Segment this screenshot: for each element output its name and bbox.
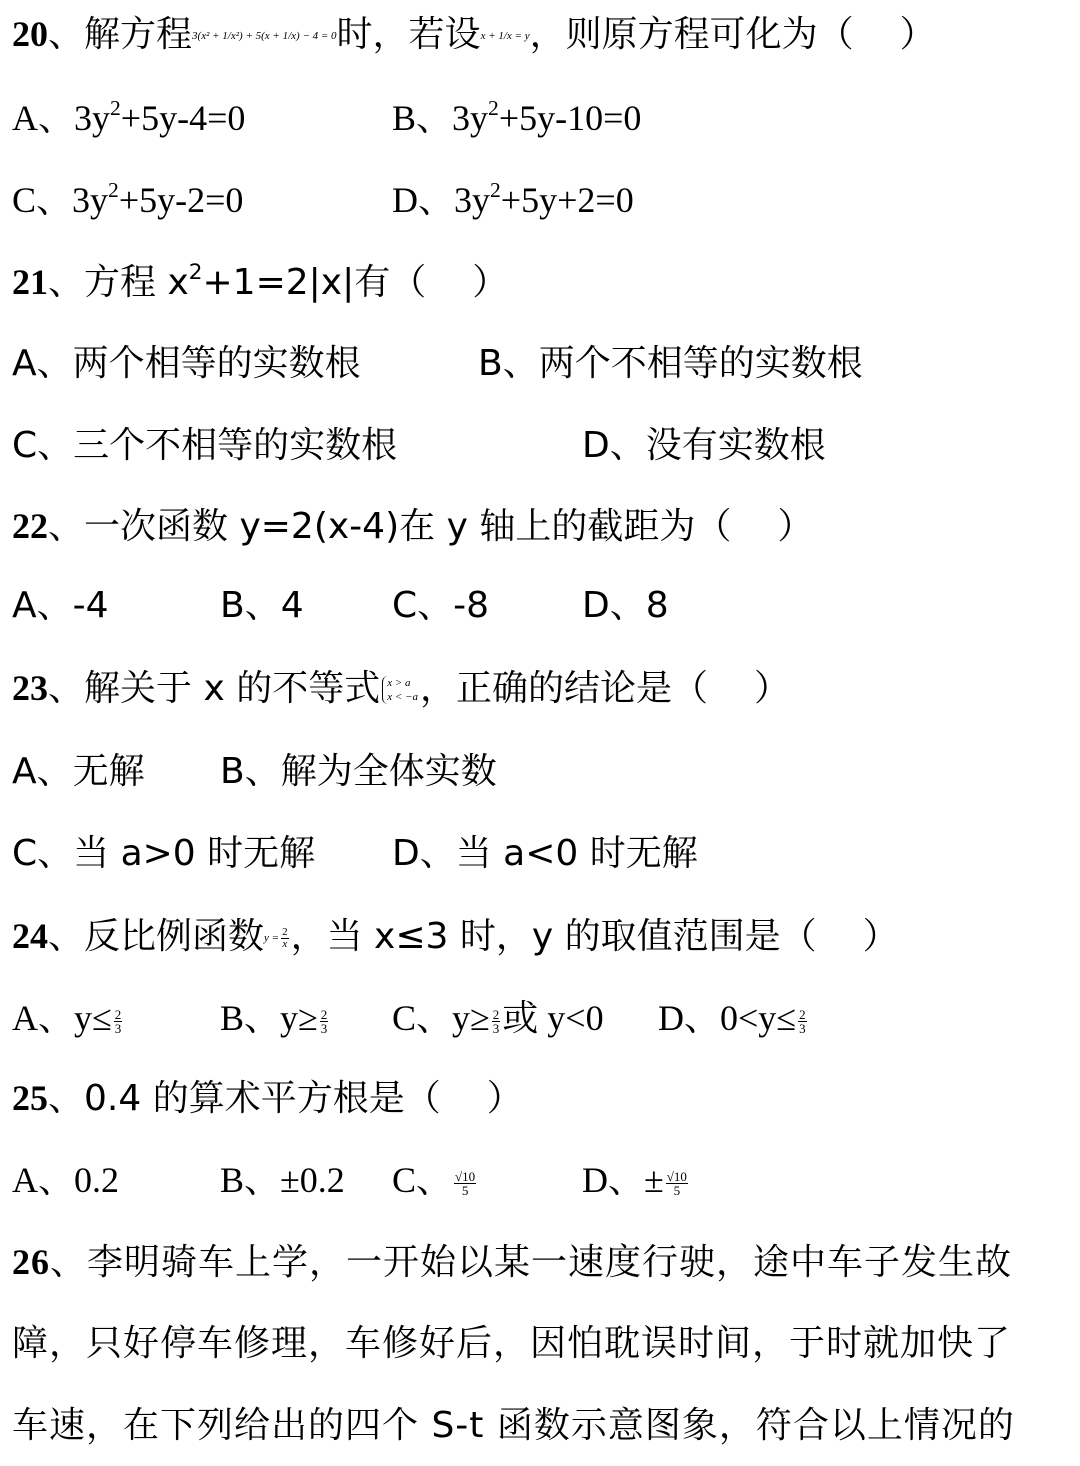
- option-text: 三个不相等的实数根: [73, 425, 398, 466]
- option-label: D、: [392, 833, 456, 874]
- option-b: [220, 996, 330, 1040]
- option-text: 两个不相等的实数根: [538, 343, 863, 384]
- fraction: [320, 1008, 329, 1035]
- option-text: ±0.2: [280, 1160, 345, 1200]
- question-number: 26: [12, 1242, 50, 1282]
- option-label: B、: [392, 98, 453, 138]
- fraction: [798, 1008, 807, 1035]
- option-label: C、: [12, 180, 73, 220]
- option-text: 两个相等的实数根: [72, 343, 361, 384]
- option-c: [392, 1158, 478, 1202]
- option-label: C、: [392, 585, 454, 626]
- option-text: 3y: [454, 180, 490, 220]
- denominator: x: [282, 937, 288, 950]
- option-text: ±: [644, 1160, 664, 1200]
- option-text: +5y-2=0: [118, 180, 244, 220]
- question-text-line: 车速，在下列给出的四个 S-t 函数示意图象，符合以上情况的: [12, 1405, 1015, 1446]
- numerator: 2: [282, 925, 288, 938]
- question-25: [12, 1076, 523, 1120]
- question-23: [12, 666, 790, 710]
- option-text: y≥: [452, 998, 490, 1038]
- fraction: [666, 1170, 688, 1197]
- question-text: +1=2|x|有（: [202, 262, 427, 303]
- option-a: [12, 584, 109, 628]
- option-label: C、: [12, 425, 74, 466]
- option-label: B、: [478, 343, 539, 384]
- fraction: [114, 1008, 123, 1035]
- option-text: 或 y<0: [502, 998, 604, 1038]
- close-paren: ）: [862, 916, 899, 957]
- option-b: [220, 750, 497, 794]
- option-d: [582, 424, 826, 468]
- option-label: A、: [12, 751, 73, 792]
- option-c: [12, 178, 243, 222]
- numerator: √10: [666, 1169, 687, 1185]
- question-text: 一次函数 y=2(x-4)在 y 轴上的截距为（: [84, 506, 732, 547]
- option-text: 无解: [72, 751, 145, 792]
- option-b: [220, 1158, 345, 1202]
- option-label: A、: [12, 998, 74, 1038]
- question-text: ，当 x≤3 时，y 的取值范围是（: [290, 916, 817, 957]
- option-text: 当 a<0 时无解: [455, 833, 698, 874]
- denominator: 3: [320, 1021, 328, 1037]
- option-label: C、: [12, 833, 74, 874]
- option-text: 4: [280, 585, 304, 626]
- option-c: [12, 424, 397, 468]
- fraction: [454, 1170, 476, 1197]
- question-26-continued: [12, 1322, 1011, 1366]
- option-text: 3y: [452, 98, 489, 138]
- denominator: 5: [461, 1183, 469, 1199]
- superscript: 2: [488, 95, 499, 120]
- option-c: [392, 996, 604, 1040]
- option-text: 当 a>0 时无解: [73, 833, 316, 874]
- option-label: C、: [392, 1160, 453, 1200]
- question-number: 21: [12, 262, 48, 302]
- option-d: [582, 1158, 690, 1202]
- option-c: [392, 584, 489, 628]
- numerator: 2: [492, 1007, 500, 1023]
- option-text: 解为全体实数: [280, 751, 497, 792]
- option-d: [392, 832, 698, 876]
- option-label: C、: [392, 998, 453, 1038]
- question-text: 反比例函数: [84, 916, 265, 957]
- option-a: [12, 996, 124, 1040]
- close-paren: ）: [777, 506, 814, 547]
- inequality: x > a: [387, 677, 411, 689]
- option-label: A、: [12, 98, 74, 138]
- equation-image: 3(x² + 1/x²) + 5(x + 1/x) − 4 = 0: [192, 30, 337, 42]
- close-paren: ）: [486, 1078, 523, 1119]
- question-number: 20: [12, 14, 48, 54]
- separator: 、: [48, 14, 85, 55]
- option-b: [478, 342, 863, 386]
- option-text: +5y+2=0: [500, 180, 634, 220]
- question-number: 23: [12, 668, 48, 708]
- option-d: [392, 178, 634, 222]
- question-21: [12, 260, 508, 304]
- option-a: [12, 96, 245, 140]
- option-a: [12, 750, 145, 794]
- question-text: 时，若设: [336, 14, 481, 55]
- option-text: 没有实数根: [645, 425, 826, 466]
- option-d: [658, 996, 809, 1040]
- option-label: B、: [220, 751, 281, 792]
- fraction: [492, 1008, 501, 1035]
- question-text: 解关于 x 的不等式: [84, 668, 381, 709]
- question-text-line: 李明骑车上学，一开始以某一速度行驶，途中车子发生故: [87, 1242, 1013, 1283]
- option-c: [12, 832, 315, 876]
- option-text: -8: [453, 585, 490, 626]
- option-label: D、: [392, 180, 454, 220]
- option-text: +5y-4=0: [120, 98, 246, 138]
- option-text: 0.2: [74, 1160, 119, 1200]
- option-text: -4: [72, 585, 109, 626]
- fraction: [281, 927, 289, 950]
- option-label: D、: [582, 425, 646, 466]
- inequality: x < −a: [387, 691, 418, 703]
- denominator: 3: [799, 1021, 806, 1037]
- option-a: [12, 342, 361, 386]
- option-text: 3y: [74, 98, 110, 138]
- separator: 、: [48, 668, 85, 709]
- question-26-continued: [12, 1404, 1015, 1448]
- option-text: y≥: [280, 998, 318, 1038]
- denominator: 5: [673, 1183, 681, 1199]
- question-text: ，正确的结论是（: [419, 668, 708, 709]
- question-text: ，则原方程可化为（: [529, 14, 854, 55]
- question-text-line: 障，只好停车修理，车修好后，因怕耽误时间，于时就加快了: [12, 1323, 1012, 1364]
- function-lhs: y =: [264, 932, 280, 944]
- question-20: [12, 12, 936, 56]
- superscript: 2: [188, 259, 203, 285]
- question-22: [12, 504, 813, 548]
- close-paren: ）: [472, 262, 509, 303]
- superscript: 2: [110, 95, 121, 120]
- question-number: 25: [12, 1078, 48, 1118]
- substitution-image: x + 1/x = y: [480, 30, 530, 42]
- option-label: B、: [220, 998, 281, 1038]
- option-label: D、: [658, 998, 720, 1038]
- option-label: A、: [12, 343, 73, 384]
- separator: 、: [48, 506, 85, 547]
- question-text: 0.4 的算术平方根是（: [84, 1078, 441, 1119]
- option-text: 3y: [72, 180, 109, 220]
- option-label: A、: [12, 585, 73, 626]
- question-24: [12, 914, 899, 958]
- superscript: 2: [490, 177, 501, 202]
- option-label: D、: [582, 585, 646, 626]
- close-paren: ）: [753, 668, 790, 709]
- superscript: 2: [108, 177, 119, 202]
- numerator: 2: [320, 1007, 328, 1023]
- option-text: +5y-10=0: [498, 98, 642, 138]
- option-text: 0<y≤: [720, 998, 797, 1038]
- option-a: [12, 1158, 119, 1202]
- option-text: 8: [645, 585, 669, 626]
- numerator: √10: [455, 1169, 476, 1185]
- denominator: 3: [114, 1021, 122, 1037]
- question-number: 22: [12, 506, 48, 546]
- separator: 、: [48, 262, 85, 303]
- numerator: 2: [114, 1007, 122, 1023]
- question-26: [12, 1240, 1012, 1284]
- separator: 、: [50, 1242, 88, 1283]
- close-paren: ）: [899, 14, 936, 55]
- numerator: 2: [799, 1007, 806, 1023]
- question-number: 24: [12, 916, 48, 956]
- option-label: B、: [220, 585, 281, 626]
- option-label: D、: [582, 1160, 644, 1200]
- option-text: y≤: [74, 998, 112, 1038]
- separator: 、: [48, 1078, 85, 1119]
- separator: 、: [48, 916, 85, 957]
- option-d: [582, 584, 669, 628]
- inequality-system: [382, 676, 418, 704]
- option-b: [220, 584, 304, 628]
- question-text: 方程 x: [84, 262, 189, 303]
- denominator: 3: [492, 1021, 500, 1037]
- question-text: 解方程: [84, 14, 193, 55]
- option-b: [392, 96, 641, 140]
- option-label: B、: [220, 1160, 281, 1200]
- option-label: A、: [12, 1160, 74, 1200]
